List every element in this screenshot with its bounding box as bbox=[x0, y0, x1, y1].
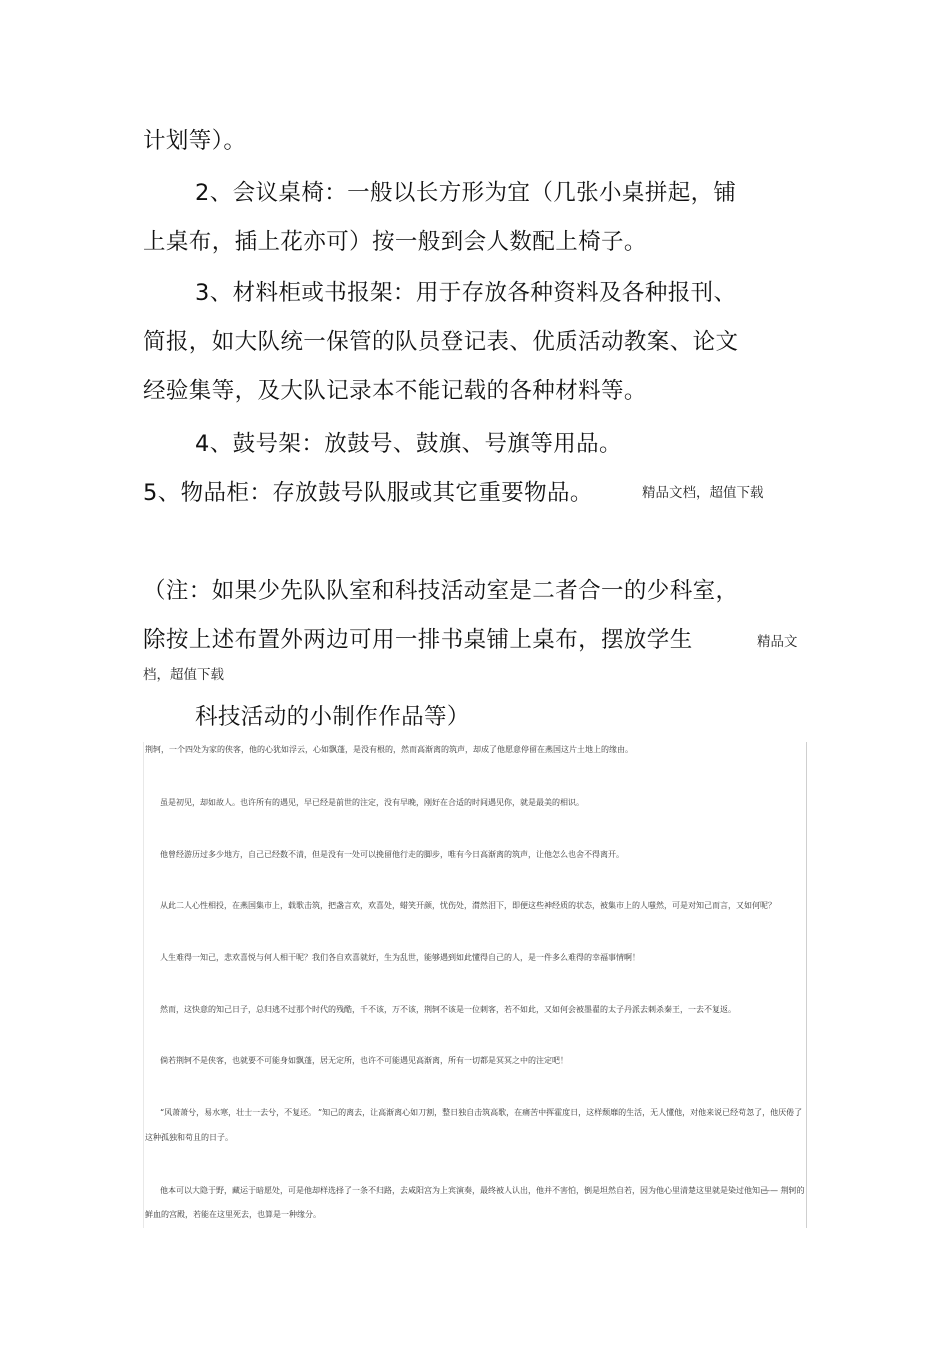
article-paragraph: 人生难得一知己，悲欢喜悦与何人相干呢？我们各自欢喜就好，生为乱世，能够遇到如此懂得自己的人，是一件多么难得的幸福事情啊！ bbox=[160, 953, 640, 962]
note-line: 科技活动的小制作作品等） bbox=[195, 704, 470, 730]
article-paragraph: ”知己的离去，让高渐离心如刀割，整日独自击筑高歌，在痛苦中挥霍度日，这样颓靡的生活，无人懂他，对他来说已经苟忽了，他厌倦了 bbox=[318, 1108, 803, 1117]
article-paragraph: 荆轲，一个四处为家的侠客，他的心犹如浮云，心如飘蓬，是没有根的，然而高渐离的筑声，却成了他愿意停留在燕国这片土地上的缘由。 bbox=[145, 745, 633, 754]
text-line: 上桌布，插上花亦可）按一般到会人数配上椅子。 bbox=[143, 229, 647, 255]
article-paragraph: 倘若荆轲不是侠客，也就要不可能身如飘蓬，居无定所，也许不可能遇见高渐离，所有一切都是冥冥之中的注定吧！ bbox=[160, 1056, 568, 1065]
article-paragraph: 他曾经游历过多少地方，自己已经数不清，但是没有一处可以挽留他行走的脚步，唯有今日高渐离的筑声，让他怎么也舍不得离开。 bbox=[160, 850, 624, 859]
text-line: 5、物品柜：存放鼓号队服或其它重要物品。 bbox=[143, 480, 593, 506]
watermark-text: 档，超值下载 bbox=[143, 667, 224, 683]
watermark-text: 精品文档，超值下载 bbox=[642, 485, 764, 501]
article-paragraph: 然而，这快意的知己日子，总归逃不过那个时代的残酷，千不该，万不该，荆轲不该是一位刺客，若不如此，又如何会被墨翟的太子丹派去刺杀秦王，一去不复返。 bbox=[160, 1005, 736, 1014]
article-paragraph: 他本可以大隐于野，藏运于暗愿处，可是他却样选择了一条不归路，去咸阳宫为上宾演奏，最终被人认出，他并不害怕，倒是坦然自若，因为他心里清楚这里就是染过他知己 bbox=[160, 1186, 768, 1195]
article-paragraph: “风萧萧兮，易水寒，壮士一去兮，不复还。 bbox=[160, 1108, 317, 1117]
text-line: 4、鼓号架：放鼓号、鼓旗、号旗等用品。 bbox=[195, 431, 622, 457]
note-line: （注：如果少先队队室和科技活动室是二者合一的少科室， bbox=[143, 578, 739, 604]
article-paragraph: 这种孤独和苟且的日子。 bbox=[145, 1133, 233, 1142]
text-line: 计划等）。 bbox=[143, 128, 247, 154]
text-line: 经验集等，及大队记录本不能记载的各种材料等。 bbox=[143, 378, 647, 404]
article-paragraph: 虽是初见，却如故人。也许所有的遇见，早已经是前世的注定，没有早晚，刚好在合适的时间遇见你，就是最美的相识。 bbox=[160, 798, 584, 807]
note-line: 除按上述布置外两边可用一排书桌铺上桌布，摆放学生 bbox=[143, 627, 693, 653]
article-paragraph: 鲜血的宫殿，若能在这里死去，也算是一种缘分。 bbox=[145, 1210, 321, 1219]
article-paragraph: 从此二人心性相投，在燕国集市上，载歌击筑，把盏言欢，欢喜处，蜡笑开颜，忧伤处，潸然泪下，即便这些神经质的状态，被集市上的人嗤然，可是对知己而言，又如何呢？ bbox=[160, 901, 776, 910]
watermark-text: 精品文 bbox=[757, 634, 798, 650]
text-line: 2、会议桌椅：一般以长方形为宜（几张小桌拼起，铺 bbox=[195, 180, 737, 206]
embedded-article bbox=[143, 742, 807, 1228]
text-line: 3、材料柜或书报架：用于存放各种资料及各种报刊、 bbox=[195, 280, 737, 306]
article-paragraph: —— 荆轲的 bbox=[762, 1186, 805, 1195]
text-line: 简报，如大队统一保管的队员登记表、优质活动教案、论文 bbox=[143, 329, 739, 355]
